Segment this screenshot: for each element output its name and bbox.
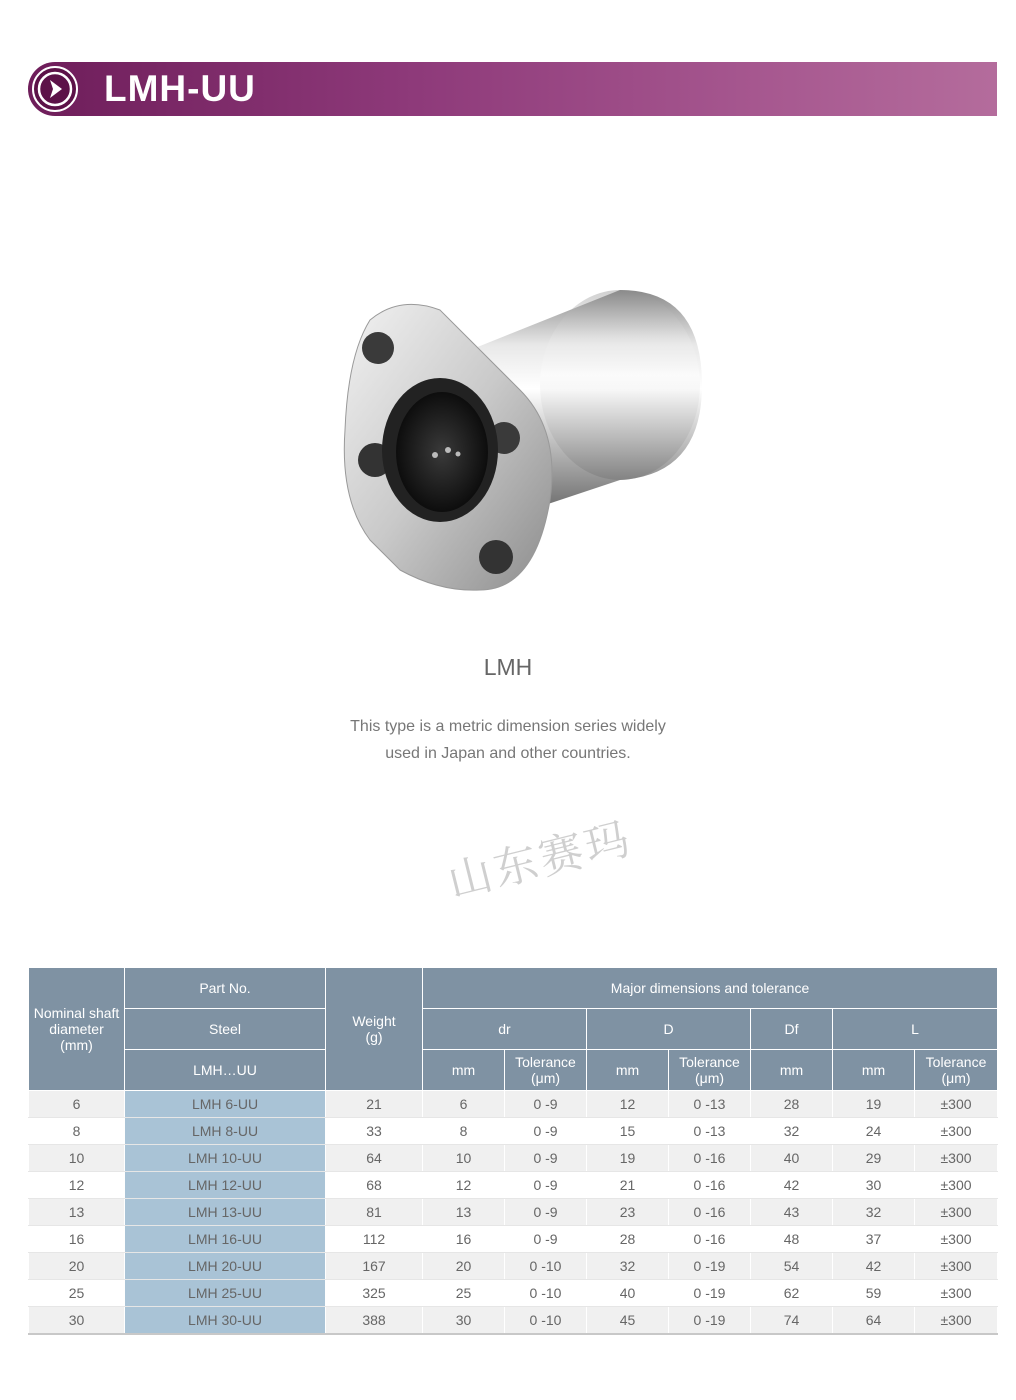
header-Df-mm: mm <box>751 1050 833 1091</box>
table-row <box>29 1253 998 1280</box>
cell-L-mm: 29 <box>833 1145 915 1172</box>
cell-weight: 167 <box>326 1253 423 1280</box>
header-weight: Weight (g) <box>326 968 423 1091</box>
cell-dr-mm: 10 <box>423 1145 505 1172</box>
header-L: L <box>833 1009 998 1050</box>
spec-table <box>28 967 998 1335</box>
cell-dr-tol: 0 -9 <box>505 1199 587 1226</box>
cell-weight: 81 <box>326 1199 423 1226</box>
header-series: LMH…UU <box>125 1050 326 1091</box>
cell-D-mm: 28 <box>587 1226 669 1253</box>
cell-part-no: LMH 6-UU <box>125 1091 326 1118</box>
product-description <box>0 713 1016 767</box>
cell-dr-mm: 6 <box>423 1091 505 1118</box>
cell-dr-mm: 12 <box>423 1172 505 1199</box>
cell-part-no: LMH 25-UU <box>125 1280 326 1307</box>
cell-L-mm: 19 <box>833 1091 915 1118</box>
description-line: used in Japan and other countries. <box>385 745 631 762</box>
cell-diameter: 10 <box>29 1145 125 1172</box>
cell-Df-mm: 54 <box>751 1253 833 1280</box>
product-image <box>330 270 720 610</box>
cell-diameter: 20 <box>29 1253 125 1280</box>
cell-L-mm: 37 <box>833 1226 915 1253</box>
cell-D-tol: 0 -19 <box>669 1253 751 1280</box>
header-D-mm: mm <box>587 1050 669 1091</box>
cell-weight: 64 <box>326 1145 423 1172</box>
header-nominal: Nominal shaft diameter (mm) <box>29 968 125 1091</box>
cell-weight: 325 <box>326 1280 423 1307</box>
cell-D-tol: 0 -13 <box>669 1091 751 1118</box>
product-caption: LMH <box>483 654 533 680</box>
table-row <box>29 1307 998 1335</box>
table-row <box>29 1226 998 1253</box>
cell-L-tol: ±300 <box>915 1091 998 1118</box>
cell-D-tol: 0 -16 <box>669 1199 751 1226</box>
cell-L-tol: ±300 <box>915 1307 998 1335</box>
cell-weight: 388 <box>326 1307 423 1335</box>
cell-diameter: 16 <box>29 1226 125 1253</box>
cell-D-tol: 0 -16 <box>669 1145 751 1172</box>
cell-part-no: LMH 8-UU <box>125 1118 326 1145</box>
cell-diameter: 6 <box>29 1091 125 1118</box>
cell-diameter: 8 <box>29 1118 125 1145</box>
cell-part-no: LMH 30-UU <box>125 1307 326 1335</box>
cell-diameter: 30 <box>29 1307 125 1335</box>
cell-Df-mm: 48 <box>751 1226 833 1253</box>
chevron-right-icon <box>32 66 78 112</box>
cell-L-mm: 32 <box>833 1199 915 1226</box>
cell-D-tol: 0 -19 <box>669 1307 751 1335</box>
header-L-tolerance: Tolerance (μm) <box>915 1050 998 1091</box>
header-dr: dr <box>423 1009 587 1050</box>
cell-Df-mm: 40 <box>751 1145 833 1172</box>
cell-D-mm: 19 <box>587 1145 669 1172</box>
cell-dr-tol: 0 -9 <box>505 1145 587 1172</box>
cell-L-mm: 42 <box>833 1253 915 1280</box>
cell-dr-mm: 30 <box>423 1307 505 1335</box>
cell-Df-mm: 43 <box>751 1199 833 1226</box>
spec-table-body <box>29 1091 998 1335</box>
cell-L-tol: ±300 <box>915 1118 998 1145</box>
cell-D-mm: 40 <box>587 1280 669 1307</box>
cell-part-no: LMH 12-UU <box>125 1172 326 1199</box>
header-dr-tolerance: Tolerance (μm) <box>505 1050 587 1091</box>
header-dr-mm: mm <box>423 1050 505 1091</box>
table-row <box>29 1199 998 1226</box>
cell-dr-tol: 0 -10 <box>505 1307 587 1335</box>
cell-D-tol: 0 -19 <box>669 1280 751 1307</box>
cell-dr-mm: 16 <box>423 1226 505 1253</box>
table-row <box>29 1091 998 1118</box>
cell-D-mm: 45 <box>587 1307 669 1335</box>
cell-dr-tol: 0 -9 <box>505 1226 587 1253</box>
table-row <box>29 1118 998 1145</box>
description-line: This type is a metric dimension series widely <box>350 718 666 735</box>
cell-L-mm: 64 <box>833 1307 915 1335</box>
cell-dr-mm: 20 <box>423 1253 505 1280</box>
title-banner <box>28 62 997 116</box>
cell-L-tol: ±300 <box>915 1253 998 1280</box>
cell-dr-tol: 0 -10 <box>505 1253 587 1280</box>
cell-D-mm: 15 <box>587 1118 669 1145</box>
page-title: LMH-UU <box>104 68 256 109</box>
cell-L-mm: 59 <box>833 1280 915 1307</box>
header-major: Major dimensions and tolerance <box>423 968 998 1009</box>
cell-D-mm: 12 <box>587 1091 669 1118</box>
header-L-mm: mm <box>833 1050 915 1091</box>
cell-weight: 33 <box>326 1118 423 1145</box>
cell-dr-mm: 8 <box>423 1118 505 1145</box>
cell-L-mm: 24 <box>833 1118 915 1145</box>
cell-Df-mm: 32 <box>751 1118 833 1145</box>
table-row <box>29 1172 998 1199</box>
header-D-tolerance: Tolerance (μm) <box>669 1050 751 1091</box>
cell-Df-mm: 28 <box>751 1091 833 1118</box>
cell-L-tol: ±300 <box>915 1145 998 1172</box>
cell-L-mm: 30 <box>833 1172 915 1199</box>
cell-Df-mm: 74 <box>751 1307 833 1335</box>
cell-dr-tol: 0 -10 <box>505 1280 587 1307</box>
cell-D-mm: 23 <box>587 1199 669 1226</box>
cell-Df-mm: 62 <box>751 1280 833 1307</box>
cell-part-no: LMH 16-UU <box>125 1226 326 1253</box>
cell-part-no: LMH 13-UU <box>125 1199 326 1226</box>
cell-dr-tol: 0 -9 <box>505 1172 587 1199</box>
cell-part-no: LMH 20-UU <box>125 1253 326 1280</box>
cell-D-tol: 0 -16 <box>669 1172 751 1199</box>
cell-dr-mm: 13 <box>423 1199 505 1226</box>
cell-D-tol: 0 -13 <box>669 1118 751 1145</box>
cell-weight: 112 <box>326 1226 423 1253</box>
cell-L-tol: ±300 <box>915 1226 998 1253</box>
cell-diameter: 12 <box>29 1172 125 1199</box>
watermark: 山东赛玛 <box>442 813 638 909</box>
cell-D-mm: 32 <box>587 1253 669 1280</box>
header-part-no: Part No. <box>125 968 326 1009</box>
cell-weight: 68 <box>326 1172 423 1199</box>
cell-diameter: 25 <box>29 1280 125 1307</box>
cell-Df-mm: 42 <box>751 1172 833 1199</box>
table-row <box>29 1280 998 1307</box>
cell-part-no: LMH 10-UU <box>125 1145 326 1172</box>
cell-weight: 21 <box>326 1091 423 1118</box>
cell-dr-mm: 25 <box>423 1280 505 1307</box>
header-D: D <box>587 1009 751 1050</box>
cell-D-tol: 0 -16 <box>669 1226 751 1253</box>
header-Df: Df <box>751 1009 833 1050</box>
cell-L-tol: ±300 <box>915 1280 998 1307</box>
cell-L-tol: ±300 <box>915 1172 998 1199</box>
header-steel: Steel <box>125 1009 326 1050</box>
cell-L-tol: ±300 <box>915 1199 998 1226</box>
table-row <box>29 1145 998 1172</box>
cell-dr-tol: 0 -9 <box>505 1118 587 1145</box>
cell-D-mm: 21 <box>587 1172 669 1199</box>
cell-diameter: 13 <box>29 1199 125 1226</box>
cell-dr-tol: 0 -9 <box>505 1091 587 1118</box>
